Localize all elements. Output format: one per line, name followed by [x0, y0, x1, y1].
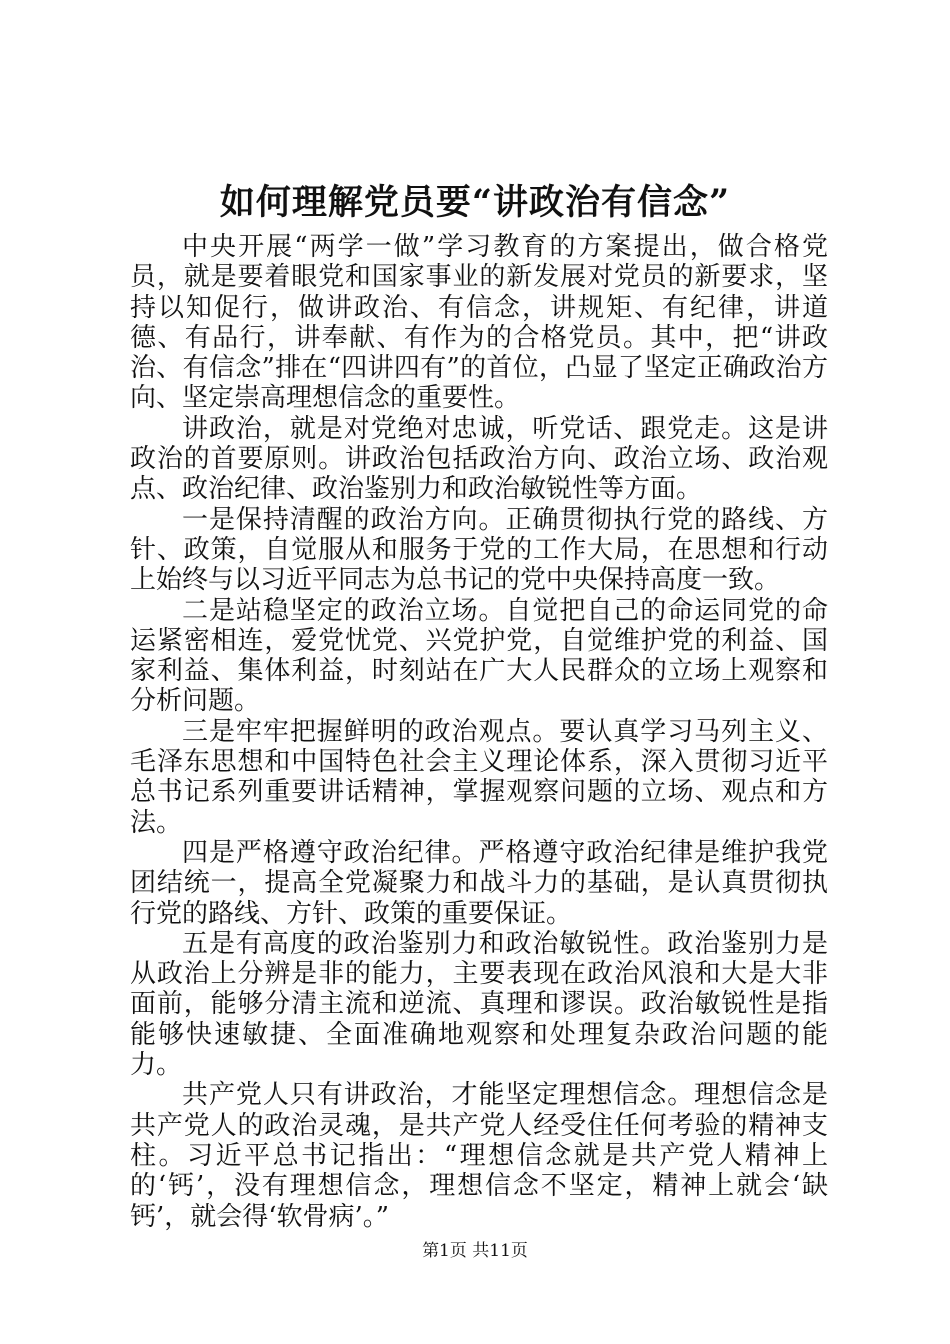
paragraph: 三是牢牢把握鲜明的政治观点。要认真学习马列主义、毛泽东思想和中国特色社会主义理论体系，深入贯彻习近平总书记系列重要讲话精神，掌握观察问题的立场、观点和方法。: [130, 716, 828, 838]
paragraph: 四是严格遵守政治纪律。严格遵守政治纪律是维护我党团结统一，提高全党凝聚力和战斗力的基础，是认真贯彻执行党的路线、方针、政策的重要保证。: [130, 837, 828, 929]
paragraph: 讲政治，就是对党绝对忠诚，听党话、跟党走。这是讲政治的首要原则。讲政治包括政治方向、政治立场、政治观点、政治纪律、政治鉴别力和政治敏锐性等方面。: [130, 413, 828, 505]
page-footer: 第1页 共11页: [422, 1241, 528, 1261]
paragraph: 五是有高度的政治鉴别力和政治敏锐性。政治鉴别力是从政治上分辨是非的能力，主要表现在政治风浪和大是大非面前，能够分清主流和逆流、真理和谬误。政治敏锐性是指能够快速敏捷、全面准确地观察和处理复杂政治问题的能力。: [130, 928, 828, 1081]
document-title: 如何理解党员要“讲政治有信念”: [219, 182, 731, 223]
paragraph: 共产党人只有讲政治，才能坚定理想信念。理想信念是共产党人的政治灵魂，是共产党人经受住任何考验的精神支柱。习近平总书记指出：“理想信念就是共产党人精神上的‘钙’，没有理想信念，理想信念不坚定，精神上就会‘缺钙’，就会得‘软骨病’。”: [130, 1080, 828, 1232]
paragraph: 一是保持清醒的政治方向。正确贯彻执行党的路线、方针、政策，自觉服从和服务于党的工作大局，在思想和行动上始终与以习近平同志为总书记的党中央保持高度一致。: [130, 504, 828, 596]
document-body: [130, 232, 828, 1232]
paragraph: 中央开展“两学一做”学习教育的方案提出，做合格党员，就是要着眼党和国家事业的新发展对党员的新要求，坚持以知促行，做讲政治、有信念，讲规矩、有纪律，讲道德、有品行，讲奉献、有作为的合格党员。其中，把“讲政治、有信念”排在“四讲四有”的首位，凸显了坚定正确政治方向、坚定崇高理想信念的重要性。: [130, 232, 828, 414]
paragraph: 二是站稳坚定的政治立场。自觉把自己的命运同党的命运紧密相连，爱党忧党、兴党护党，自觉维护党的利益、国家利益、集体利益，时刻站在广大人民群众的立场上观察和分析问题。: [130, 595, 828, 717]
